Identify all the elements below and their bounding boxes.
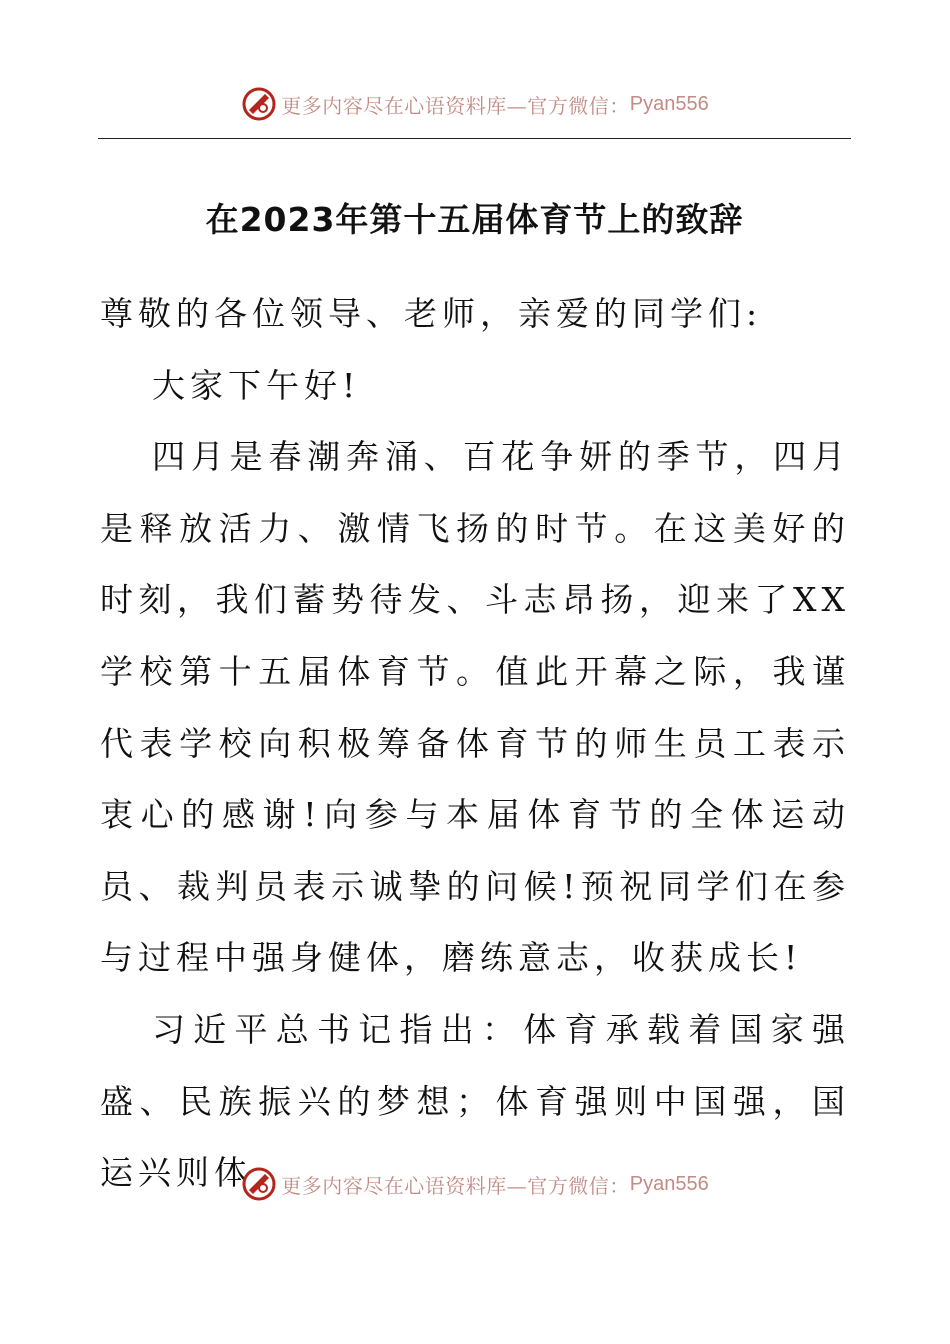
paragraph-2: 习近平总书记指出：体育承载着国家强盛、民族振兴的梦想；体育强则中国强，国运兴则体 <box>100 1009 850 1193</box>
brush-logo-icon <box>241 1166 277 1202</box>
greeting: 大家下午好! <box>152 365 361 405</box>
document-body <box>100 278 850 1209</box>
footer-watermark <box>0 1164 950 1204</box>
header-divider <box>98 138 851 139</box>
document-title: 在2023年第十五届体育节上的致辞 <box>205 200 744 239</box>
watermark-text: 更多内容尽在心语资料库—官方微信： <box>281 1173 630 1198</box>
salutation: 尊敬的各位领导、老师，亲爱的同学们: <box>100 294 763 333</box>
wechat-id: Pyan556 <box>629 92 709 115</box>
wechat-id: Pyan556 <box>629 1172 709 1195</box>
header-watermark <box>0 84 950 124</box>
watermark-text: 更多内容尽在心语资料库—官方微信： <box>281 93 630 118</box>
brush-logo-icon <box>241 86 277 122</box>
paragraph-1: 四月是春潮奔涌、百花争妍的季节，四月是释放活力、激情飞扬的时节。在这美好的时刻，我们蓄势待发、斗志昂扬，迎来了XX学校第十五届体育节。值此开幕之际，我谨代表学校向积极筹备体育节的师生员工表示衷心的感谢!向参与本届体育节的全体运动员、裁判员表示诚挚的问候!预祝同学们在参与过程中强身健体，磨练意志，收获成长! <box>100 437 850 978</box>
